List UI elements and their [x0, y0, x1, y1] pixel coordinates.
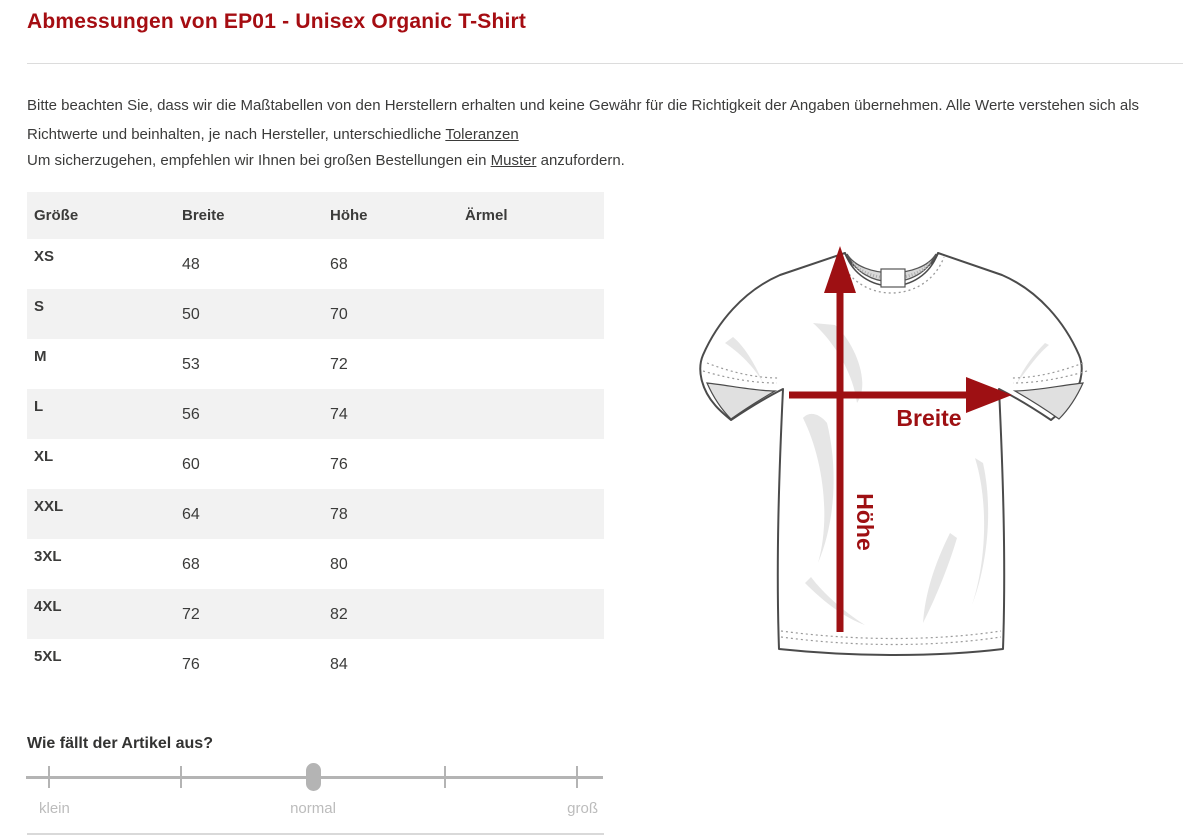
table-row — [27, 389, 604, 439]
hoehe-value: 84 — [330, 656, 348, 673]
bottom-divider — [27, 833, 604, 835]
sample-text-post: anzufordern. — [536, 152, 625, 169]
size-label: 4XL — [34, 598, 62, 615]
tshirt-body-outline — [700, 253, 1081, 655]
hoehe-value: 80 — [330, 556, 348, 573]
aermel-value — [465, 489, 604, 539]
disclaimer-paragraph — [27, 91, 1183, 149]
col-header-aermel: Ärmel — [465, 192, 604, 239]
table-row — [27, 589, 604, 639]
table-row — [27, 489, 604, 539]
tshirt-measurement-diagram — [685, 233, 1105, 678]
hoehe-value: 82 — [330, 606, 348, 623]
fit-question: Wie fällt der Artikel aus? — [27, 735, 213, 752]
fit-slider-tick — [576, 766, 578, 788]
hoehe-value: 70 — [330, 306, 348, 323]
size-label: XS — [34, 248, 55, 265]
breite-value: 50 — [182, 306, 200, 323]
hoehe-value: 68 — [330, 256, 348, 273]
size-label: 5XL — [34, 648, 62, 665]
breite-value: 60 — [182, 456, 200, 473]
breite-value: 53 — [182, 356, 200, 373]
hoehe-value: 72 — [330, 356, 348, 373]
breite-value: 76 — [182, 656, 200, 673]
fit-slider — [26, 763, 603, 791]
table-row — [27, 439, 604, 489]
hoehe-arrow-label: Höhe — [852, 493, 878, 551]
fit-label-klein: klein — [39, 800, 70, 817]
table-header-row — [27, 192, 604, 239]
aermel-value — [465, 239, 604, 289]
measurements-table — [27, 192, 604, 689]
neck-label — [881, 269, 905, 287]
fit-label-normal: normal — [290, 800, 336, 817]
muster-link[interactable]: Muster — [490, 152, 537, 169]
aermel-value — [465, 289, 604, 339]
col-header-breite: Breite — [182, 192, 330, 239]
size-label: 3XL — [34, 548, 62, 565]
hoehe-value: 76 — [330, 456, 348, 473]
fit-slider-labels — [26, 800, 603, 820]
fit-label-gross: groß — [567, 800, 598, 817]
fit-slider-tick — [180, 766, 182, 788]
sample-text-pre: Um sicherzugehen, empfehlen wir Ihnen bei großen Bestellungen ein — [27, 152, 491, 169]
table-row — [27, 639, 604, 689]
aermel-value — [465, 389, 604, 439]
disclaimer-text: Bitte beachten Sie, dass wir die Maßtabellen von den Herstellern erhalten und keine Gewähr für die Richtigkeit der Angaben übernehmen. Alle Werte verstehen sich als Richtwerte und beinhalten, je nach Hersteller, unterschiedliche — [27, 97, 1140, 143]
table-row — [27, 289, 604, 339]
aermel-value — [465, 639, 604, 689]
top-divider — [27, 63, 1183, 64]
size-label: M — [34, 348, 47, 365]
aermel-value — [465, 339, 604, 389]
breite-value: 68 — [182, 556, 200, 573]
breite-value: 48 — [182, 256, 200, 273]
breite-value: 56 — [182, 406, 200, 423]
page-title: Abmessungen von EP01 - Unisex Organic T-Shirt — [27, 10, 527, 33]
size-label: XXL — [34, 498, 64, 515]
col-header-hoehe: Höhe — [330, 192, 465, 239]
sample-paragraph — [27, 146, 1183, 175]
col-header-groesse: Größe — [27, 192, 182, 239]
size-label: L — [34, 398, 44, 415]
aermel-value — [465, 589, 604, 639]
size-label: S — [34, 298, 45, 315]
toleranzen-link[interactable]: Toleranzen — [445, 126, 519, 143]
fit-slider-tick — [48, 766, 50, 788]
aermel-value — [465, 539, 604, 589]
hoehe-value: 74 — [330, 406, 348, 423]
table-row — [27, 539, 604, 589]
table-row — [27, 239, 604, 289]
size-label: XL — [34, 448, 54, 465]
aermel-value — [465, 439, 604, 489]
tshirt-illustration — [685, 233, 1105, 678]
breite-arrow-label: Breite — [896, 405, 962, 431]
hoehe-value: 78 — [330, 506, 348, 523]
fit-slider-tick — [444, 766, 446, 788]
table-row — [27, 339, 604, 389]
fit-slider-handle[interactable] — [306, 763, 321, 791]
breite-value: 72 — [182, 606, 200, 623]
breite-value: 64 — [182, 506, 200, 523]
